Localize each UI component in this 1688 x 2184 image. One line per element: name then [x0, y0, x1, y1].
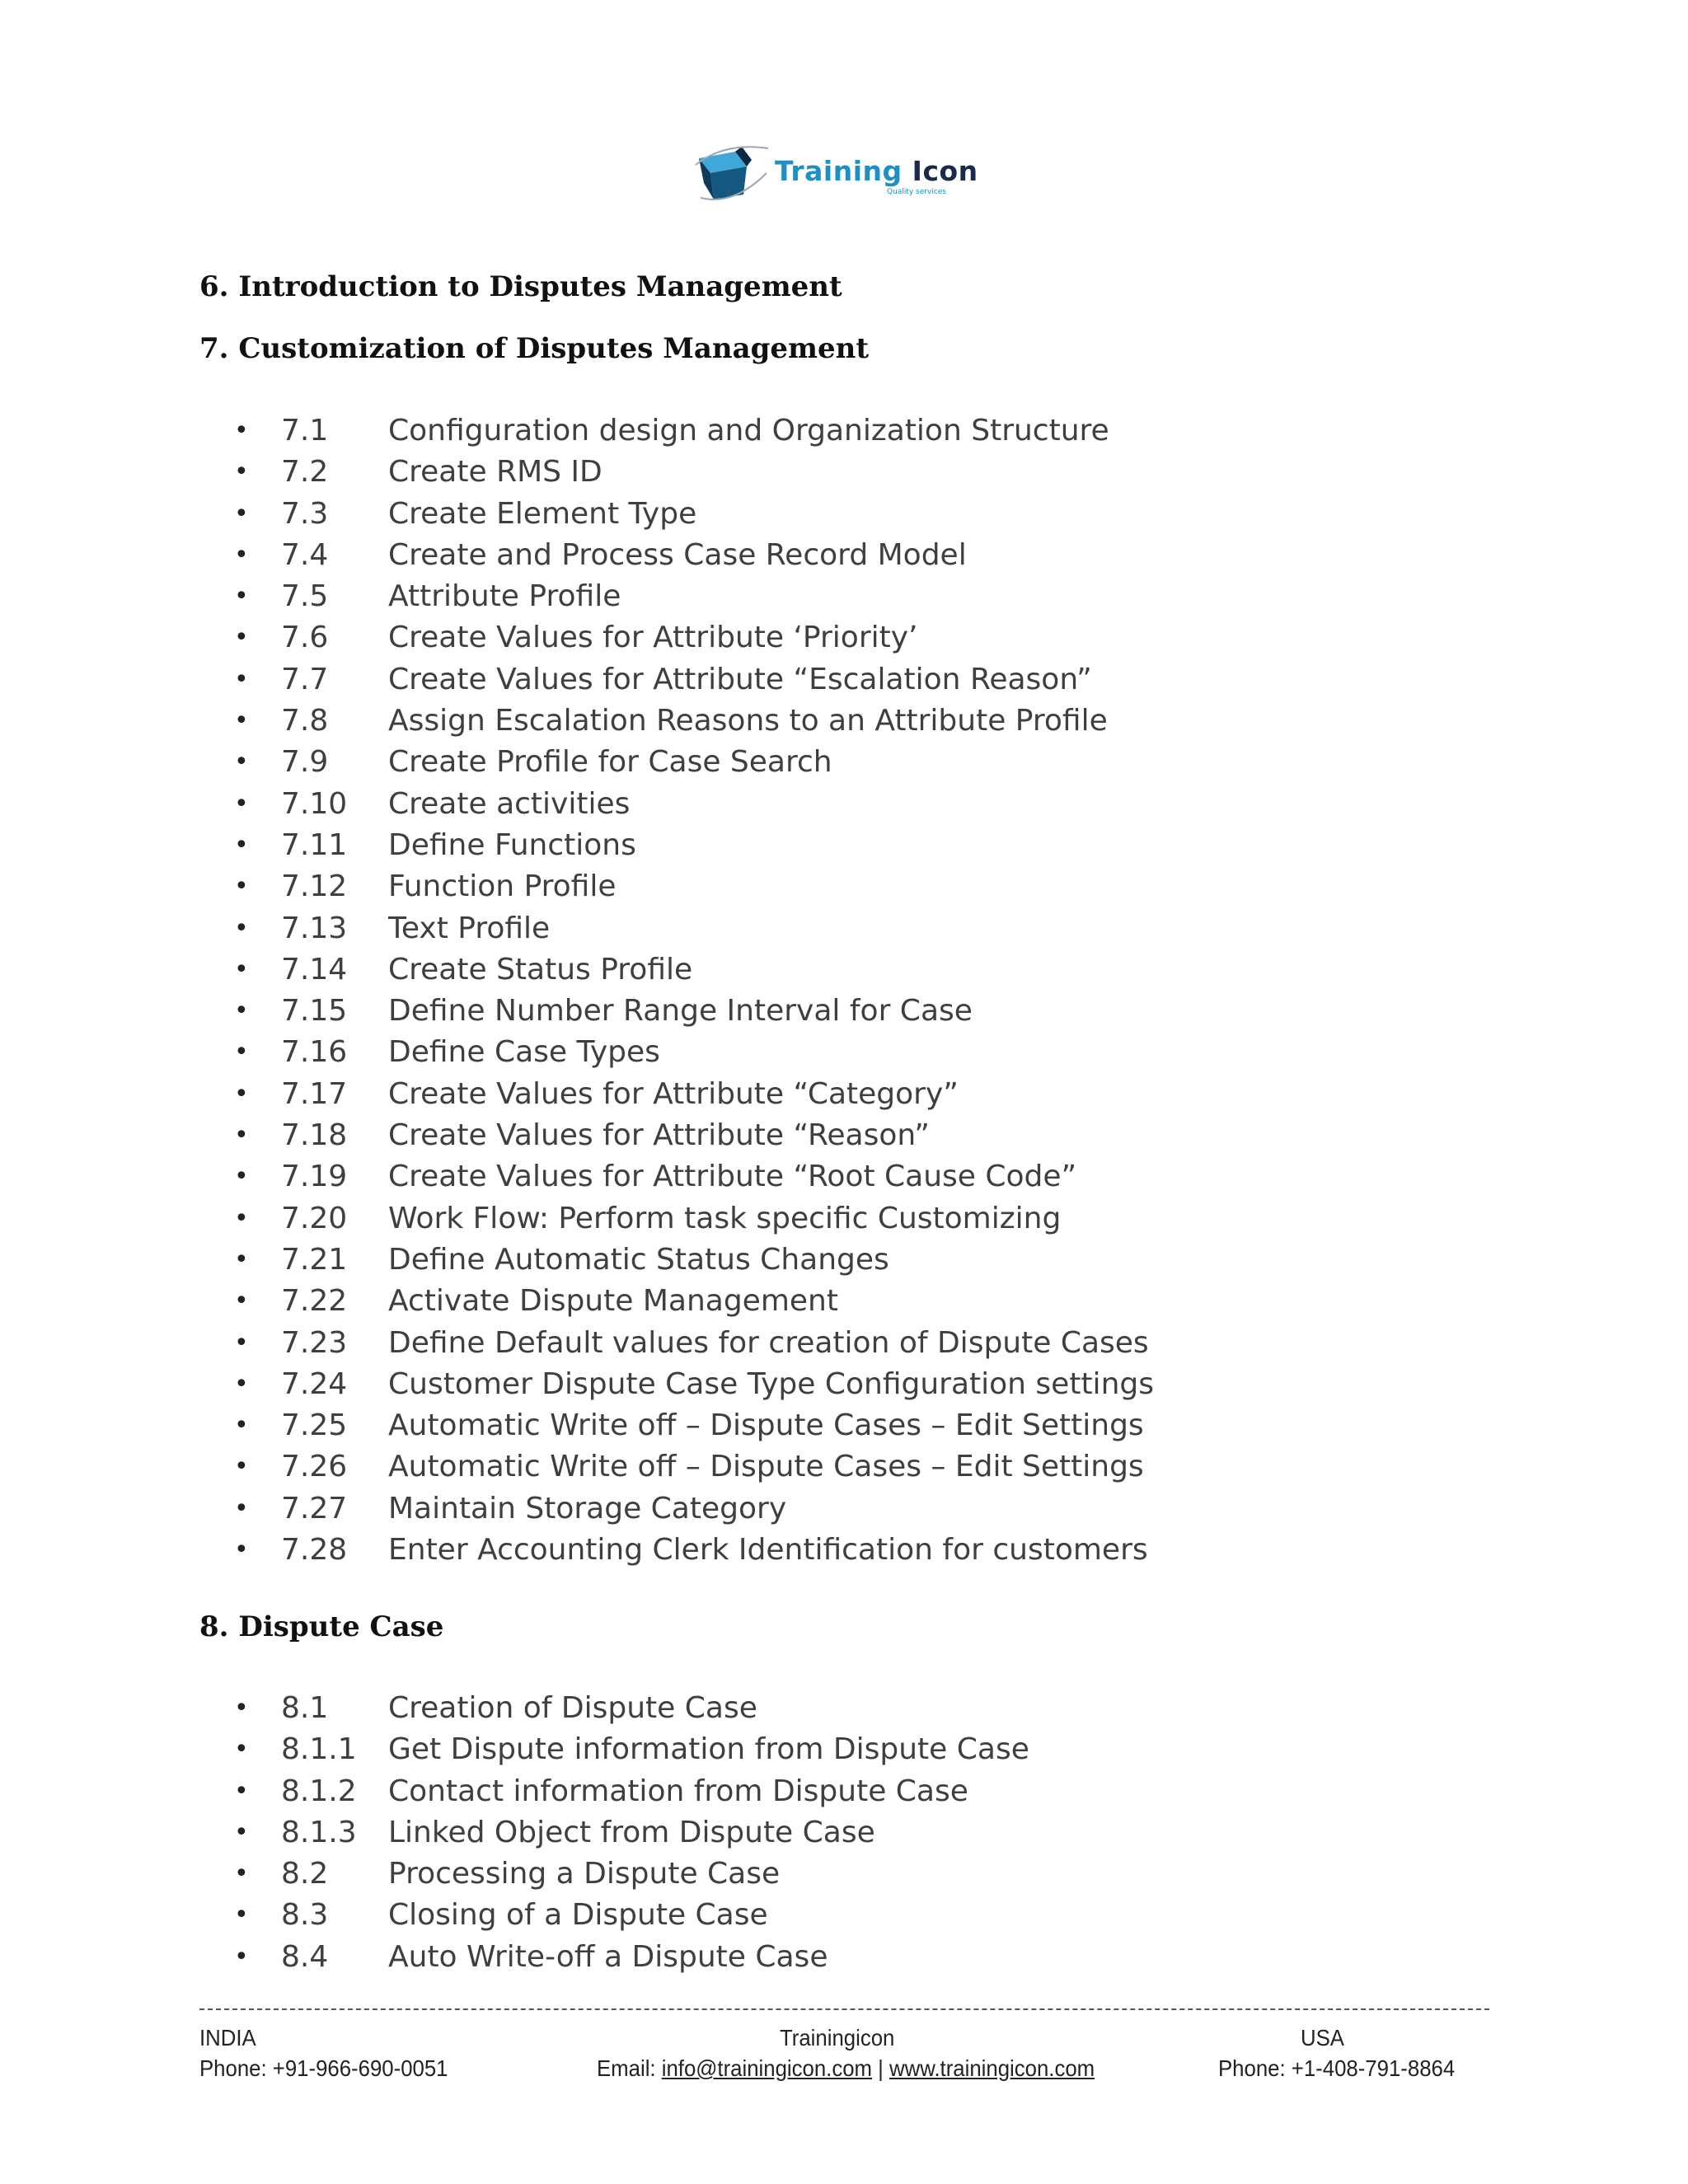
topic-label: Creation of Dispute Case [388, 1691, 757, 1725]
footer-email-link[interactable]: info@trainingicon.com [661, 2055, 872, 2081]
topic-number: 7.18 [281, 1118, 348, 1153]
bullet-icon: • [234, 1369, 249, 1399]
topic-label: Closing of a Dispute Case [388, 1898, 768, 1933]
topic-number: 7.4 [281, 537, 329, 572]
topic-label: Contact information from Dispute Case [388, 1774, 968, 1808]
section-heading-7: 7. Customization of Disputes Management [199, 332, 870, 365]
footer-contact-line [597, 2055, 1095, 2082]
topic-number: 7.15 [281, 994, 348, 1029]
topic-number: 7.8 [281, 704, 329, 738]
topic-number: 7.24 [281, 1366, 348, 1401]
bullet-icon: • [234, 1776, 249, 1806]
topic-label: Get Dispute information from Dispute Case [388, 1732, 1029, 1767]
topic-number: 8.1 [281, 1691, 329, 1725]
topic-number: 7.25 [281, 1408, 348, 1443]
bullet-icon: • [234, 1328, 249, 1357]
footer-email-prefix: Email: [597, 2055, 662, 2081]
topic-label: Automatic Write off – Dispute Cases – Edit Settings [388, 1450, 1144, 1484]
topic-number: 7.7 [281, 662, 329, 696]
topic-label: Create Profile for Case Search [388, 745, 832, 780]
bullet-icon: • [234, 1735, 249, 1765]
bullet-icon: • [234, 1162, 249, 1192]
topic-number: 7.13 [281, 911, 348, 945]
bullet-icon: • [234, 499, 249, 528]
topic-label: Activate Dispute Management [388, 1284, 838, 1319]
footer-usa-phone: Phone: +1-408-791-8864 [1218, 2055, 1456, 2081]
topic-label: Define Default values for creation of Dispute Cases [388, 1325, 1149, 1360]
topic-number: 7.17 [281, 1076, 348, 1111]
topic-number: 8.3 [281, 1898, 329, 1933]
topic-number: 7.21 [281, 1242, 348, 1277]
bullet-icon: • [234, 582, 249, 612]
topic-label: Assign Escalation Reasons to an Attribute Profile [388, 704, 1108, 738]
topic-label: Attribute Profile [388, 579, 621, 614]
topic-label: Linked Object from Dispute Case [388, 1815, 875, 1849]
topic-number: 7.22 [281, 1284, 348, 1319]
bullet-icon: • [234, 1038, 249, 1067]
topic-number: 7.5 [281, 579, 329, 614]
topic-label: Processing a Dispute Case [388, 1857, 781, 1891]
bullet-icon: • [234, 872, 249, 902]
section-heading-6: 6. Introduction to Disputes Management [199, 270, 842, 303]
topic-label: Create Status Profile [388, 952, 693, 987]
topic-number: 8.4 [281, 1939, 329, 1974]
topic-number: 8.2 [281, 1857, 329, 1891]
topic-label: Create activities [388, 786, 631, 821]
topic-number: 7.27 [281, 1491, 348, 1526]
bullet-icon: • [234, 457, 249, 487]
topic-number: 8.1.1 [281, 1732, 357, 1767]
footer-website-link[interactable]: www.trainingicon.com [889, 2055, 1095, 2081]
cube-logo-icon [692, 140, 775, 206]
logo-word-icon: Icon [912, 155, 978, 187]
topic-label: Define Automatic Status Changes [388, 1242, 889, 1277]
topic-label: Auto Write-off a Dispute Case [388, 1939, 828, 1974]
topic-label: Define Functions [388, 827, 636, 862]
topic-label: Customer Dispute Case Type Configuration settings [388, 1366, 1154, 1401]
topic-number: 7.10 [281, 786, 348, 821]
topic-number: 7.11 [281, 827, 348, 862]
bullet-icon: • [234, 1942, 249, 1971]
training-icon-logo [692, 140, 981, 206]
bullet-icon: • [234, 1286, 249, 1316]
section-heading-8: 8. Dispute Case [199, 1610, 444, 1643]
bullet-icon: • [234, 416, 249, 445]
footer-india-label: INDIA [199, 2025, 256, 2050]
bullet-icon: • [234, 1411, 249, 1441]
topic-number: 7.20 [281, 1201, 348, 1235]
bullet-icon: • [234, 540, 249, 569]
topic-label: Configuration design and Organization Structure [388, 414, 1109, 448]
bullet-icon: • [234, 830, 249, 860]
topic-number: 7.3 [281, 496, 329, 531]
topic-number: 8.1.2 [281, 1774, 357, 1808]
bullet-icon: • [234, 1859, 249, 1889]
topic-number: 7.2 [281, 455, 329, 490]
footer-usa-label: USA [1301, 2025, 1344, 2050]
topic-number: 7.1 [281, 414, 329, 448]
topic-number: 7.26 [281, 1450, 348, 1484]
topic-label: Create RMS ID [388, 455, 603, 490]
footer-separator: | [871, 2055, 890, 2081]
bullet-icon: • [234, 1121, 249, 1151]
topic-label: Define Case Types [388, 1035, 660, 1070]
bullet-icon: • [234, 954, 249, 984]
topic-label: Create Values for Attribute “Category” [388, 1076, 959, 1111]
logo-word-training: Training [775, 155, 903, 187]
footer-india-phone: Phone: +91-966-690-0051 [199, 2055, 448, 2081]
bullet-icon: • [234, 1244, 249, 1274]
topic-number: 7.6 [281, 621, 329, 655]
topic-label: Create Values for Attribute “Reason” [388, 1118, 930, 1153]
topic-number: 8.1.3 [281, 1815, 357, 1849]
bullet-icon: • [234, 706, 249, 736]
bullet-icon: • [234, 748, 249, 777]
topic-number: 7.28 [281, 1533, 348, 1568]
topic-label: Define Number Range Interval for Case [388, 994, 973, 1029]
topic-number: 7.16 [281, 1035, 348, 1070]
bullet-icon: • [234, 1694, 249, 1722]
topic-label: Maintain Storage Category [388, 1491, 787, 1526]
footer-company-name: Trainingicon [780, 2025, 895, 2050]
topic-number: 7.12 [281, 869, 348, 904]
topic-label: Create and Process Case Record Model [388, 537, 967, 572]
bullet-icon: • [234, 1900, 249, 1930]
bullet-icon: • [234, 664, 249, 694]
topic-number: 7.14 [281, 952, 348, 987]
topic-label: Enter Accounting Clerk Identification for customers [388, 1533, 1148, 1568]
bullet-icon: • [234, 1817, 249, 1847]
bullet-icon: • [234, 1452, 249, 1482]
topic-number: 7.19 [281, 1160, 348, 1194]
bullet-icon: • [234, 623, 249, 653]
logo-tagline: Quality services [887, 188, 946, 196]
bullet-icon: • [234, 913, 249, 943]
topic-label: Text Profile [388, 911, 551, 945]
topic-label: Work Flow: Perform task specific Customizing [388, 1201, 1062, 1235]
bullet-icon: • [234, 1079, 249, 1108]
topic-label: Create Values for Attribute “Root Cause Code” [388, 1160, 1077, 1194]
topic-label: Create Values for Attribute ‘Priority’ [388, 621, 918, 655]
topic-label: Automatic Write off – Dispute Cases – Edit Settings [388, 1408, 1144, 1443]
topic-number: 7.9 [281, 745, 329, 780]
bullet-icon: • [234, 1493, 249, 1523]
topic-number: 7.23 [281, 1325, 348, 1360]
topic-label: Function Profile [388, 869, 617, 904]
bullet-icon: • [234, 1203, 249, 1233]
bullet-icon: • [234, 789, 249, 818]
topic-label: Create Element Type [388, 496, 697, 531]
topic-label: Create Values for Attribute “Escalation Reason” [388, 662, 1092, 696]
bullet-icon: • [234, 996, 249, 1026]
bullet-icon: • [234, 1535, 249, 1565]
footer-divider [199, 2008, 1489, 2010]
